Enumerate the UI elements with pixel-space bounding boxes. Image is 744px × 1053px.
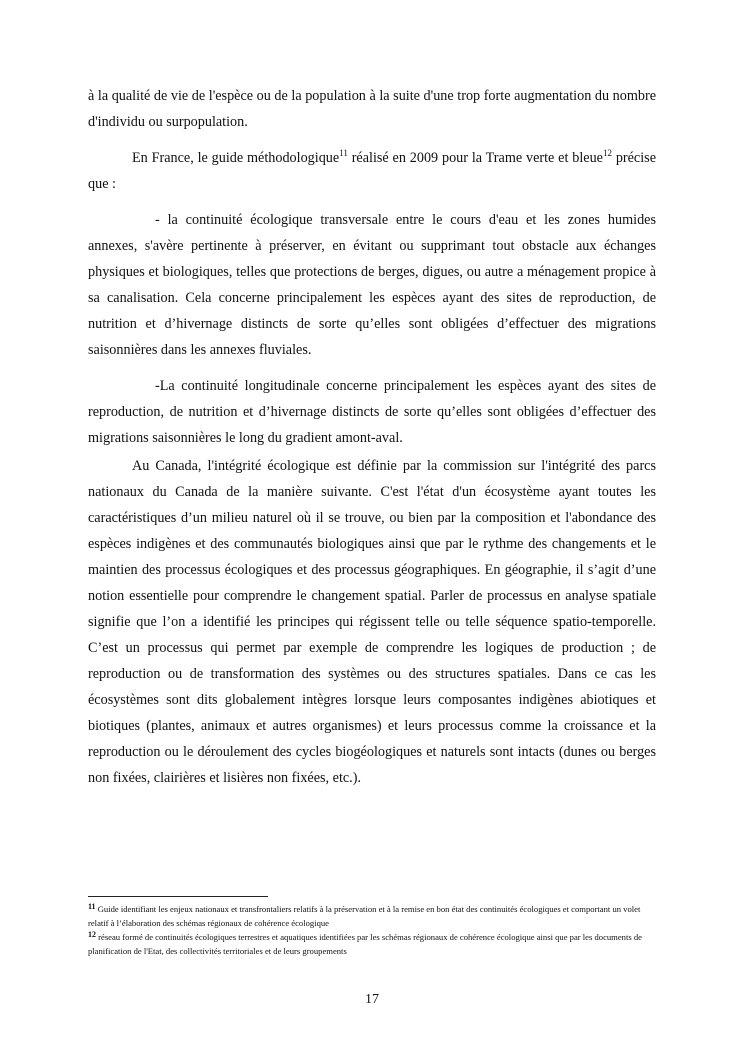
paragraph-france-guide-mid: réalisé en 2009 pour la Trame verte et bleue <box>347 150 603 166</box>
paragraph-canada-integrity: Au Canada, l'intégrité écologique est définie par la commission sur l'intégrité des parcs nationaux du Canada de la manière suivante. C'est l'état d'un écosystème ayant toutes les caractéristiques d’un milieu naturel où il se trouve, ou bien par la composition et l'abondance des espèces indigènes et des communautés biologiques ainsi que par le rythme des changements et le maintien des processus écologiques et des processus géographiques. En géographie, il s’agit d’une notion essentielle pour comprendre le changement spatial. Parler de processus en analyse spatiale signifie que l’on a identifié les principes qui régissent telle ou telle séquence spatio-temporelle. C’est un processus qui permet par exemple de comprendre les logiques de production ; de reproduction ou de transformation des systèmes ou des structures spatiales. Dans ce cas les écosystèmes sont dits globalement intègres lorsque leurs composantes indigènes abiotiques et biotiques (plantes, animaux et autres organismes) et leurs processus comme la croissance et la reproduction ou le déroulement des cycles biogéologiques et naturels sont intacts (dunes ou berges non fixées, clairières et lisières non fixées, etc.). <box>88 458 656 786</box>
footnotes <box>88 902 656 958</box>
paragraph-transversal-continuity: - la continuité écologique transversale entre le cours d'eau et les zones humides annexes, s'avère pertinente à préserver, en évitant ou supprimant tout obstacle aux échanges physiques et biologiques, telles que protections de berges, digues, ou autre a ménagement propice à sa canalisation. Cela concerne principalement les espèces ayant des sites de reproduction, de nutrition et d’hivernage distincts de sorte qu’elles sont obligées d’effectuer des migrations saisonnières dans les annexes fluviales. <box>88 212 656 358</box>
footnote-12 <box>88 930 656 958</box>
paragraph-france-guide <box>88 145 656 197</box>
footnote-ref-11[interactable]: 11 <box>339 148 348 158</box>
page-number: 17 <box>365 992 379 1007</box>
footnote-11 <box>88 902 656 930</box>
paragraph-quality-of-life: à la qualité de vie de l'espèce ou de la population à la suite d'une trop forte augmentation du nombre d'individu ou surpopulation. <box>88 88 656 130</box>
footnote-ref-12[interactable]: 12 <box>602 148 612 158</box>
paragraph-france-guide-start: En France, le guide méthodologique <box>132 150 340 166</box>
footnote-separator <box>88 896 268 897</box>
footnote-number: 12 <box>88 930 96 939</box>
paragraph-longitudinal-continuity: -La continuité longitudinale concerne principalement les espèces ayant des sites de reproduction, de nutrition et d’hivernage distincts de sorte qu’elles sont obligées d’effectuer des migrations saisonnières le long du gradient amont-aval. <box>88 378 656 446</box>
footnote-text: réseau formé de continuités écologiques terrestres et aquatiques identifiées par les schémas régionaux de cohérence écologique ainsi que par les documents de planification de l'Etat, des collectivités territoriales et de leurs groupements <box>88 932 642 956</box>
page-body <box>88 83 656 791</box>
footnote-text: Guide identifiant les enjeux nationaux et transfrontaliers relatifs à la préservation et à la remise en bon état des continuités écologiques et comportant un volet relatif à l’élaboration des schémas régionaux de cohérence écologique <box>88 904 641 928</box>
footnote-number: 11 <box>88 902 96 911</box>
paragraph-france-guide-end: précise que : <box>88 150 656 192</box>
